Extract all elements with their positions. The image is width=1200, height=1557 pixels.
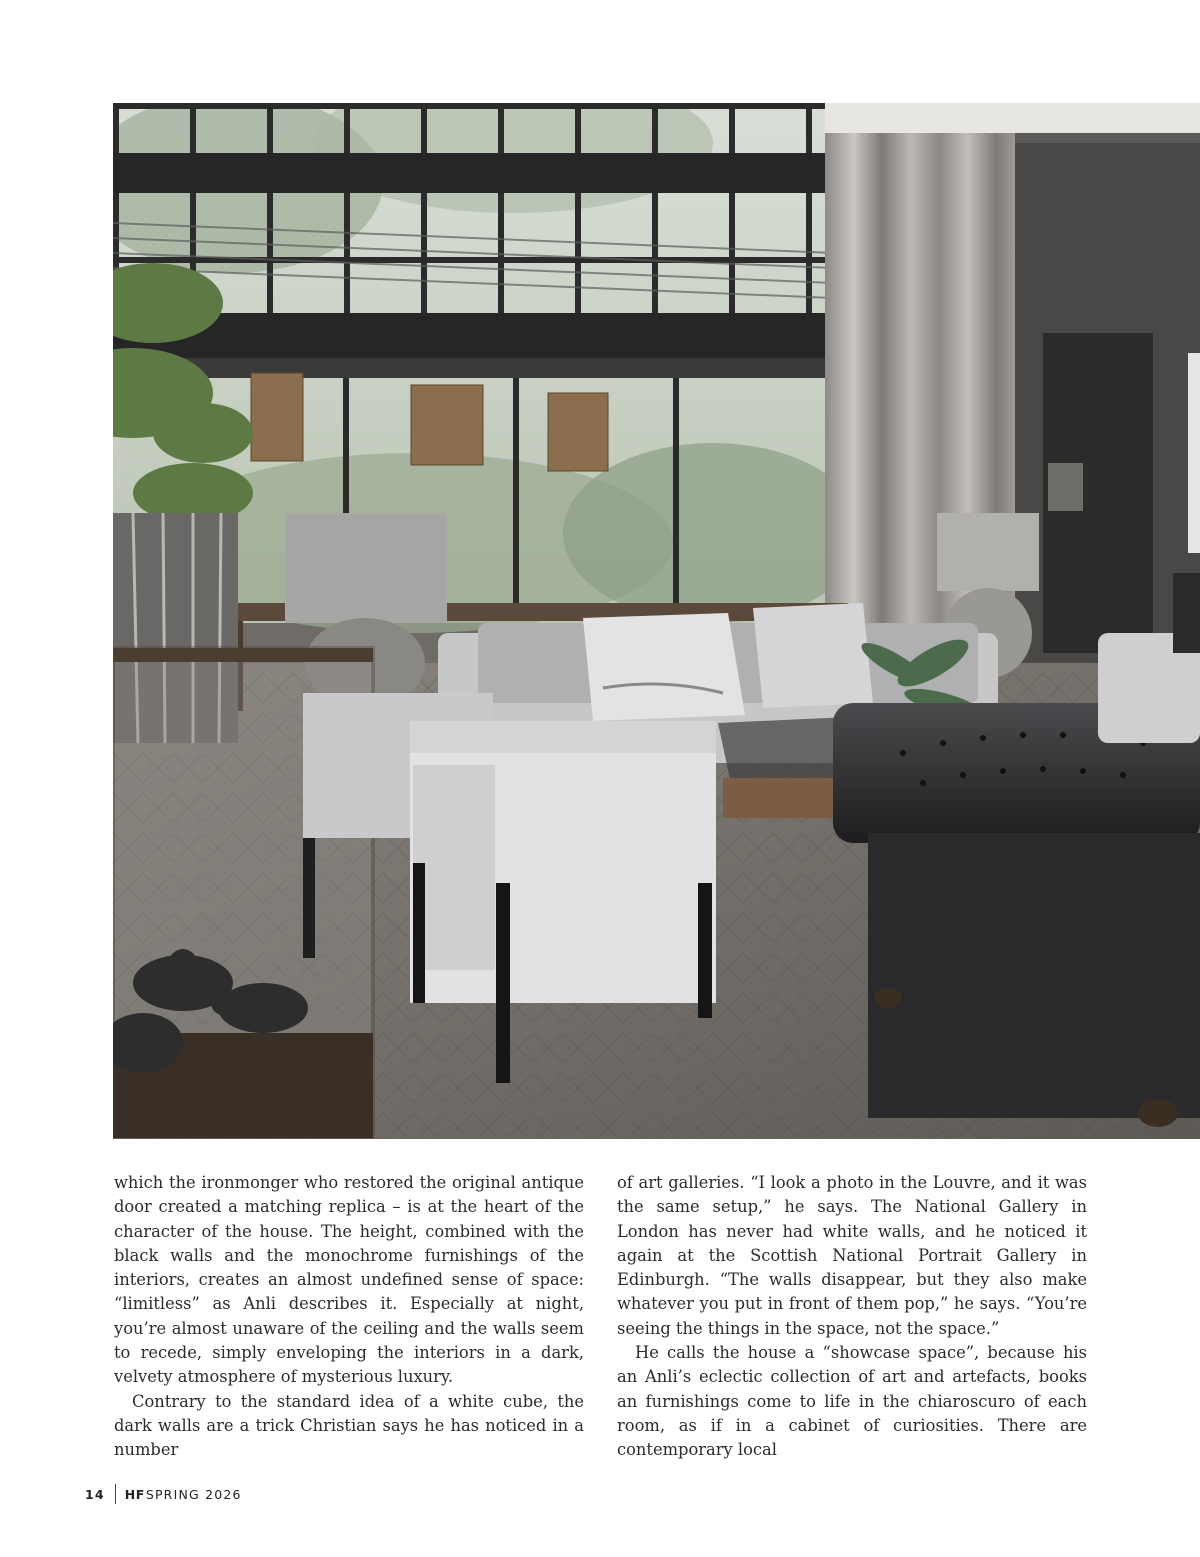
paragraph: Contrary to the standard idea of a white cube, the dark walls are a trick Christian says he has noticed in a number	[114, 1391, 584, 1460]
page-footer	[85, 1484, 242, 1504]
footer-divider	[115, 1484, 116, 1504]
interior-photo	[113, 103, 1200, 1139]
magazine-brand: HF	[124, 1486, 145, 1502]
body-column-left	[114, 1171, 584, 1463]
living-room-image	[113, 103, 1200, 1139]
issue-label: SPRING 2026	[145, 1486, 242, 1502]
body-column-right	[617, 1171, 1087, 1463]
page-number: 14	[85, 1486, 105, 1502]
paragraph: He calls the house a “showcase space”, because his an Anli’s eclectic collection of art and artefacts, books an furnishings come to life in the chiaroscuro of each room, as if in a cabinet of curiosities. There are contemporary local	[617, 1343, 1087, 1460]
paragraph: which the ironmonger who restored the original antique door created a matching replica – is at the heart of the character of the house. The height, combined with the black walls and the monochrome furnishings of the interiors, creates an almost undefined sense of space: “limitless” as Anli describes it. Especially at night, you’re almost unaware of the ceiling and the walls seem to recede, simply enveloping the interiors in a dark, velvety atmosphere of mysterious luxury.	[114, 1173, 584, 1387]
paragraph: of art galleries. “I look a photo in the Louvre, and it was the same setup,” he says. The National Gallery in London has never had white walls, and he noticed it again at the Scottish National Portrait Gallery in Edinburgh. “The walls disappear, but they also make whatever you put in front of them pop,” he says. “You’re seeing the things in the space, not the space.”	[617, 1173, 1087, 1338]
